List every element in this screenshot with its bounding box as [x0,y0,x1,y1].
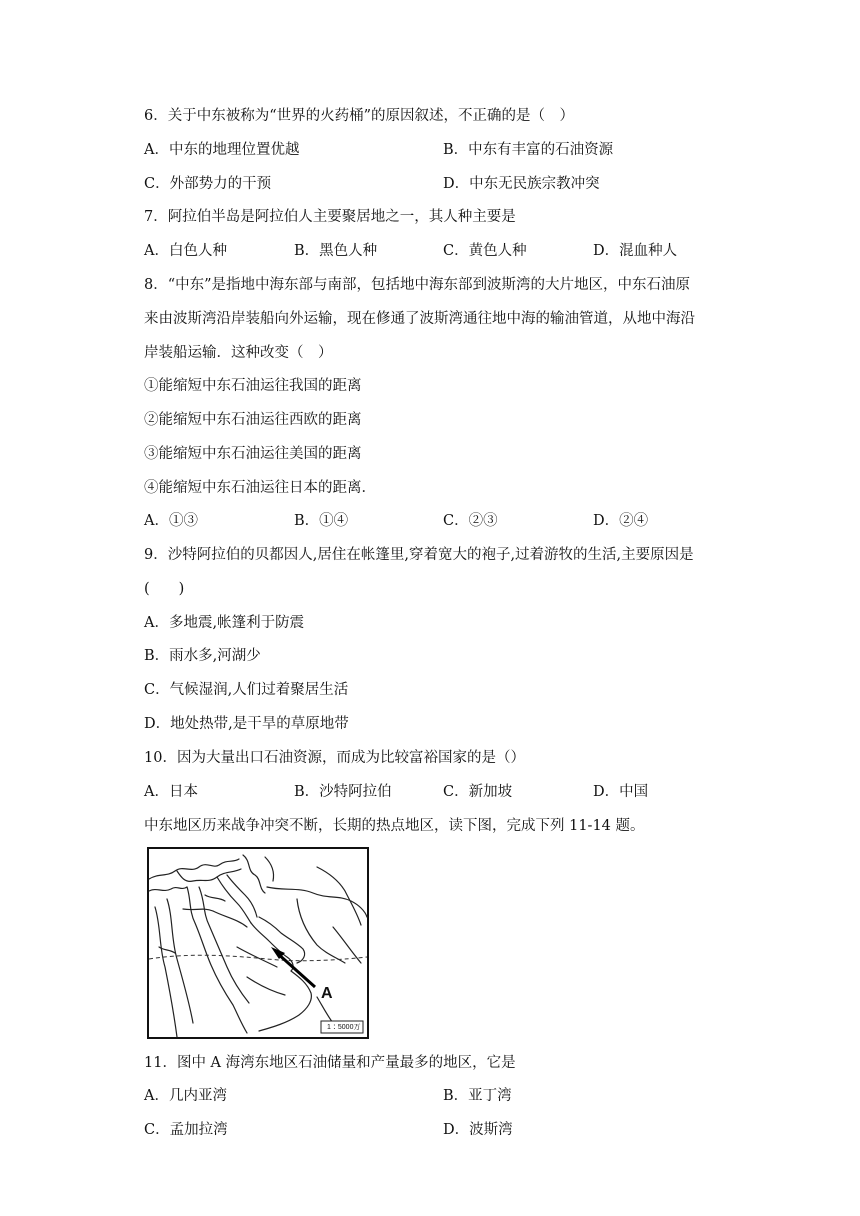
q9-option-a: A．多地震,帐篷利于防震 [144,615,305,631]
q10-option-c: C．新加坡 [443,784,513,800]
q11-option-a: A．几内亚湾 [144,1088,227,1104]
q10-stem: 10．因为大量出口石油资源，而成为比较富裕国家的是（） [144,750,525,766]
q8-stem-line-1: 8．“中东”是指地中海东部与南部，包括地中海东部到波斯湾的大片地区，中东石油原 [144,277,691,293]
map-scale-text: 1∶5000万 [327,1024,361,1031]
q7-option-c: C．黄色人种 [443,243,527,259]
q9-option-c: C．气候湿润,人们过着聚居生活 [144,682,349,698]
q6-option-c: C．外部势力的干预 [144,176,272,192]
q8-option-a: A．①③ [144,513,198,529]
q6-option-d: D．中东无民族宗教冲突 [443,176,600,192]
q6-stem: 6．关于中东被称为“世界的火药桶”的原因叙述，不正确的是（ ） [144,108,575,124]
q10-option-a: A．日本 [144,784,198,800]
q11-option-c: C．孟加拉湾 [144,1122,228,1138]
section-intro: 中东地区历来战争冲突不断，长期的热点地区，读下图，完成下列 11-14 题。 [144,818,645,834]
q6-option-a: A．中东的地理位置优越 [144,142,300,158]
q10-option-d: D．中国 [593,784,649,800]
map-label-a: A [321,985,333,1002]
q10-option-b: B．沙特阿拉伯 [294,784,392,800]
q8-statement-3: ③能缩短中东石油运往美国的距离 [144,446,362,462]
q8-statement-4: ④能缩短中东石油运往日本的距离． [144,480,376,496]
q11-option-d: D．波斯湾 [443,1122,513,1138]
q6-option-b: B．中东有丰富的石油资源 [443,142,614,158]
q7-option-b: B．黑色人种 [294,243,378,259]
q8-stem-line-2: 来由波斯湾沿岸装船向外运输，现在修通了波斯湾通往地中海的输油管道，从地中海沿 [144,311,695,327]
q7-option-d: D．混血种人 [593,243,678,259]
q11-stem: 11．图中 A 海湾东地区石油储量和产量最多的地区，它是 [144,1055,516,1071]
q8-statement-1: ①能缩短中东石油运往我国的距离 [144,378,362,394]
q9-stem-line-2: ( ) [144,581,185,597]
q8-stem-line-3: 岸装船运输．这种改变（ ） [144,345,333,361]
q8-statement-2: ②能缩短中东石油运往西欧的距离 [144,412,362,428]
q9-option-b: B．雨水多,河湖少 [144,648,261,664]
middle-east-map [147,847,369,1039]
q9-option-d: D．地处热带,是干旱的草原地带 [144,716,349,732]
q9-stem-line-1: 9．沙特阿拉伯的贝都因人,居住在帐篷里,穿着宽大的袍子,过着游牧的生活,主要原因是 [144,547,694,563]
q7-option-a: A．白色人种 [144,243,227,259]
q7-stem: 7．阿拉伯半岛是阿拉伯人主要聚居地之一，其人种主要是 [144,209,516,225]
q8-option-d: D．②④ [593,513,649,529]
q8-option-c: C．②③ [443,513,498,529]
q8-option-b: B．①④ [294,513,349,529]
q11-option-b: B．亚丁湾 [443,1088,512,1104]
